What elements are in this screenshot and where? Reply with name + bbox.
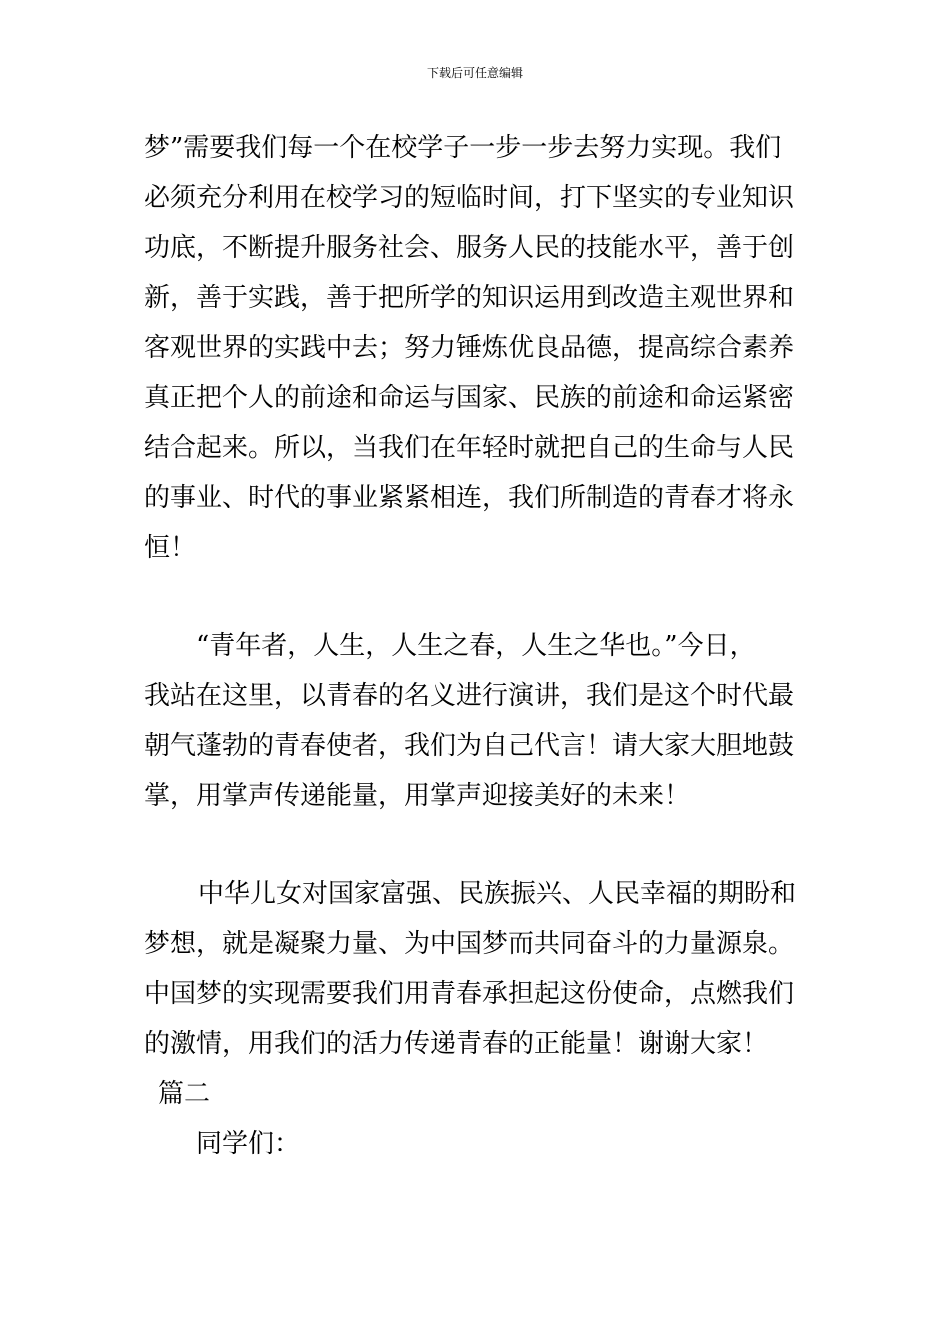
paragraph-line: 掌，用掌声传递能量，用掌声迎接美好的未来！ [144, 781, 691, 811]
paragraph-line: 朝气蓬勃的青春使者，我们为自己代言！请大家大胆地鼓 [144, 731, 795, 761]
paragraph-line: 恒！ [144, 533, 197, 563]
paragraph-line: 中华儿女对国家富强、民族振兴、人民幸福的期盼和 [198, 879, 797, 909]
salutation: 同学们： [196, 1129, 301, 1159]
paragraph-line: 我站在这里，以青春的名义进行演讲，我们是这个时代最 [144, 681, 795, 711]
paragraph-line: 新，善于实践，善于把所学的知识运用到改造主观世界和 [144, 283, 795, 313]
section-heading: 篇二 [158, 1079, 211, 1109]
page-header: 下载后可任意编辑 [426, 66, 523, 80]
paragraph-line: 客观世界的实践中去；努力锤炼优良品德，提高综合素养 [144, 333, 795, 363]
paragraph-line: 梦”需要我们每一个在校学子一步一步去努力实现。我们 [144, 133, 782, 163]
paragraph-line: 的激情，用我们的活力传递青春的正能量！谢谢大家！ [144, 1029, 769, 1059]
paragraph-line: 必须充分利用在校学习的短临时间，打下坚实的专业知识 [144, 183, 795, 213]
paragraph-line: 的事业、时代的事业紧紧相连，我们所制造的青春才将永 [144, 483, 795, 513]
paragraph-line: 中国梦的实现需要我们用青春承担起这份使命，点燃我们 [144, 979, 795, 1009]
paragraph-line: 梦想，就是凝聚力量、为中国梦而共同奋斗的力量源泉。 [144, 929, 795, 959]
paragraph-line: “青年者，人生，人生之春，人生之华也。”今日， [196, 631, 756, 661]
paragraph-line: 功底，不断提升服务社会、服务人民的技能水平，善于创 [144, 233, 795, 263]
paragraph-line: 真正把个人的前途和命运与国家、民族的前途和命运紧密 [144, 383, 795, 413]
paragraph-line: 结合起来。所以，当我们在年轻时就把自己的生命与人民 [144, 433, 795, 463]
